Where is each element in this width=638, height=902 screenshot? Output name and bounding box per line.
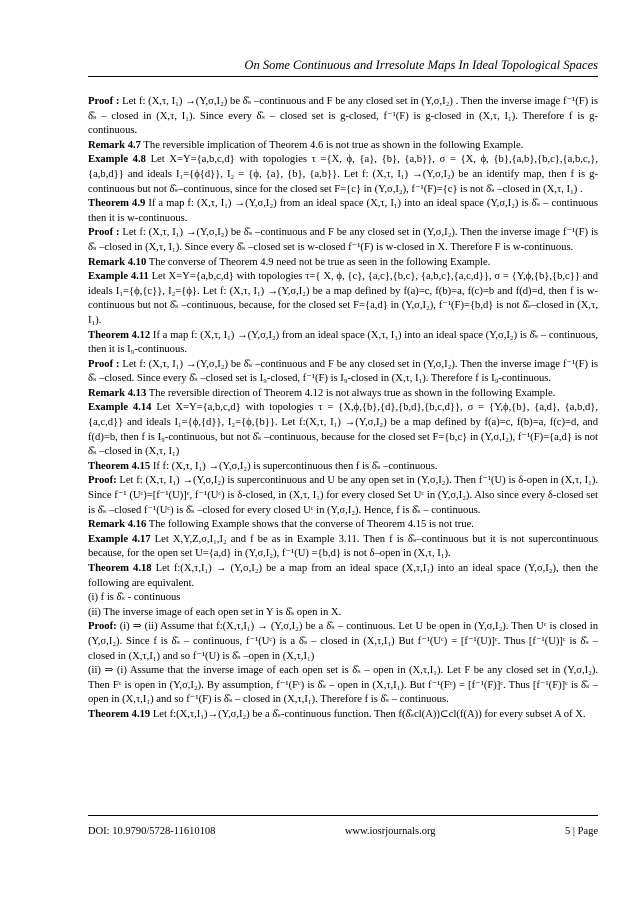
paragraph-text: If a map f: (X,τ, I₁) →(Y,σ,I₂) from an ideal space (X,τ, I₁) into an ideal space (Y,σ,I₂) is δ̂ₛ – continuous then it is w-continuous.: [88, 198, 598, 224]
paragraph: [88, 358, 598, 387]
paragraph-lead: Theorem 4.15: [88, 460, 151, 472]
paragraph-text: (ii) ⇒ (i) Assume that the inverse image of each open set is δ̂ₛ – open in (X,τ,I₁). Let F be any closed set in (Y,σ,I₂). Then Fᶜ is open in (Y,σ,I₂). By assumption, f⁻¹(Fᶜ) is δ̂ₛ – open in (X,τ,I₁). But f⁻¹(Fᶜ) = [f⁻¹(F)]ᶜ. Thus [f⁻¹(F)]ᶜ is δ̂ₛ – open in (X,τ,I₁) and so f⁻¹(F) is δ̂ₛ – closed in (X,τ,I₁). Therefore f is δ̂ₛ – continuous.: [88, 665, 598, 706]
running-title: On Some Continuous and Irresolute Maps In Ideal Topological Spaces: [244, 58, 598, 72]
page-footer: [88, 826, 598, 837]
paragraph-lead: Proof :: [88, 96, 120, 107]
paragraph-text: If a map f: (X,τ, I₁) →(Y,σ,I₂) from an ideal space (X,τ, I₁) into an ideal space (Y,σ,I₂) is δ̂ₛ – continuous, then it is I₉-continuous.: [88, 329, 598, 356]
paragraph: [88, 95, 598, 139]
paragraph-text: Let X=Y={a,b,c,d} with topologies τ ={X, ϕ, {a}, {b}, {a,b}}, σ = {X, ϕ, {b},{a,b},{b,c},{a,b,c,},{a,b,d}} and ideals I₁={ϕ{d}}, I₂ = {ϕ, {a}, {b}, {a,b}}. Let f: (X,τ, I₁) →(Y,σ,I₂) be an identify map, then f is g- continuous but not δ̂ₛ–continuous, since for the closed set F={c} in (Y,σ,I₂), f⁻¹(F)={c} is not δ̂ₛ –closed in (X,τ, I₁) .: [88, 154, 598, 195]
paragraph-text: (i) ⇒ (ii) Assume that f:(X,τ,I₁) → (Y,σ,I₂) be a δ̂ₛ – continuous. Let U be open in (Y,σ,I₂). Then Uᶜ is closed in (Y,σ,I₂). Since f is δ̂ₛ – continuous, f⁻¹(Uᶜ) is a δ̂ₛ – closed in (X,τ,I₁) But f⁻¹(Uᶜ) = [f⁻¹(U)]ᶜ. Thus [f⁻¹(U)]ᶜ is δ̂ₛ –closed in (X,τ,I₁) and so f⁻¹(U) is δ̂ₛ –open in (X,τ,I₁): [88, 621, 598, 662]
paragraph-text: Let f: (X,τ, I₁) →(Y,σ,I₂) be δ̂ₛ –continuous and F be any closed set in (Y,σ,I₂). Then the inverse image f⁻¹(F) is δ̂ₛ –closed. Since every δ̂ₛ –closed set is I₉-closed, f⁻¹(F) is I₉-closed in (X,τ, I₁). Therefore f is I₉-continuous.: [88, 358, 599, 385]
footer-doi: DOI: 10.9790/5728-11610108: [88, 826, 216, 837]
paragraph: [88, 664, 598, 708]
paragraph-lead: Proof:: [88, 621, 117, 633]
paragraph: [88, 474, 598, 518]
paragraph-lead: Example 4.11: [88, 271, 149, 283]
paragraph: [88, 139, 598, 154]
paragraph: [88, 562, 598, 591]
paragraph-lead: Remark 4.13: [88, 387, 147, 399]
paragraph: [88, 518, 598, 533]
paragraph-lead: Theorem 4.19: [88, 708, 151, 720]
paragraph-text: Let X=Y={a,b,c,d} with topologies τ={ X, ϕ, {c}, {a,c},{b,c}, {a,b,c},{a,c,d}}, σ = {Y,ϕ,{b},{b,c}} and ideals I₁={ϕ,{c}}, I₂={ϕ}. Let f: (X,τ, I₁) →(Y,σ,I₂) be a map defined by f(a)=c, f(b)=a, f(c)=b and f(d)=d, then f is w-continuous but not δ̂ₛ –continuous, because, for the closed set F={a,d} in (Y,σ,I₂), f⁻¹(F)={b,d} is not δ̂ₛ–closed in (X,τ, I₁).: [88, 271, 599, 326]
page-body: [88, 95, 598, 723]
paragraph-text: The converse of Theorem 4.9 need not be true as seen in the following Example.: [146, 256, 491, 268]
paragraph-text: If f: (X,τ, I₁) →(Y,σ,I₂) is supercontinuous then f is δ̂ₛ –continuous.: [150, 460, 438, 472]
paragraph-lead: Theorem 4.12: [88, 329, 151, 341]
paragraph: [88, 460, 598, 475]
paragraph: [88, 270, 598, 328]
paragraph: [88, 153, 598, 197]
paragraph-lead: Proof :: [88, 227, 120, 239]
paragraph-text: Let f: (X,τ, I₁) →(Y,σ,I₂) be δ̂ₛ –continuous and F be any closed set in (Y,σ,I₂). Then the inverse image f⁻¹(F) is δ̂ₛ –closed in (X,τ, I₁). Since every δ̂ₛ –closed set is w-closed f⁻¹(F) is w-closed in X. Therefore F is w-continuous.: [88, 227, 599, 253]
paragraph-text: Let X,Y,Z,σ,I₁,I₂ and f be as in Example 3.11. Then f is δ̂ₛ–continuous but it is not supercontinuous because, for the open set U={a,d} in (Y,σ,I₂), f⁻¹(U) ={b,d} is not δ–open in (X,τ, I₁).: [88, 533, 598, 560]
paragraph-lead: Example 4.14: [88, 402, 152, 414]
paragraph: [88, 226, 598, 255]
paragraph-text: The reversible direction of Theorem 4.12 is not always true as shown in the following Example.: [146, 387, 556, 399]
paragraph-lead: Theorem 4.18: [88, 563, 152, 574]
paragraph-lead: Example 4.17: [88, 533, 151, 545]
paragraph-text: The following Example shows that the converse of Theorem 4.15 is not true.: [146, 519, 474, 531]
paragraph: [88, 606, 598, 621]
paragraph-text: Let X=Y={a,b,c,d} with topologies τ = {X,ϕ,{b},{d},{b,d},{b,c,d}}, σ = {Y,ϕ,{b}, {a,d}, {a,b,d},{a,c,d}} and ideals I₁={ϕ,{d}}, I₂={ϕ,{b}}. Let f:(X,τ, I₁) →(Y,σ,I₂) be a map defined by f(a)=c, f(b)=a, f(c)=d, and f(d)=b, then f is I₉-continuous, but not δ̂ₛ –continuous, because for the closed set F={b,c} in (Y,σ,I₂), f⁻¹(F)={a,d} is not δ̂ₛ –closed in (X,τ, I₁): [88, 402, 598, 458]
paragraph-text: (ii) The inverse image of each open set in Y is δ̂ₛ open in X.: [88, 606, 342, 618]
paragraph-lead: Remark 4.7: [88, 139, 141, 151]
paragraph-lead: Theorem 4.9: [88, 198, 146, 210]
paragraph: [88, 256, 598, 271]
paragraph: [88, 401, 598, 459]
footer-page-number: 5 | Page: [564, 826, 598, 837]
paragraph: [88, 387, 598, 402]
paragraph-text: Let f:(X,τ,I₁) → (Y,σ,I₂) be a map from an ideal space (X,τ,I₁) into an ideal space (Y,σ,I₂), then the following are equivalent.: [88, 563, 598, 589]
header-divider: [88, 76, 598, 77]
footer-divider: [88, 815, 598, 816]
paragraph-text: Let f: (X,τ, I₁) →(Y,σ,I₂) be δ̂ₛ –continuous and F be any closed set in (Y,σ,I₂) . Then the inverse image f⁻¹(F) is δ̂ₛ – closed in (X,τ, I₁). Since every δ̂ₛ – closed set is g-closed, f⁻¹(F) is g-closed in (X,τ, I₁). Therefore f is g-continuous.: [88, 96, 598, 137]
footer-website[interactable]: www.iosrjournals.org: [344, 826, 436, 837]
paragraph-text: Let f: (X,τ, I₁) →(Y,σ,I₂) is supercontinuous and U be any open set in (Y,σ,I₂). Then f⁻¹(U) is δ-open in (X,τ, I₁). Since f⁻¹ (Uᶜ)=[f⁻¹(U)]ᶜ, f⁻¹(Uᶜ) is δ-closed, in (X,τ, I₁) for every closed Set Uᶜ in (Y,σ,I₂). Also since every δ-closed set is δ̂ₛ –closed f⁻¹(Uᶜ) is δ̂ₛ –closed for every closed Uᶜ in (Y,σ,I₂). Hence, f is δ̂ₛ – continuous.: [88, 475, 598, 516]
paragraph-lead: Proof :: [88, 358, 120, 370]
paragraph-lead: Remark 4.16: [88, 519, 147, 531]
paragraph-lead: Proof:: [88, 475, 117, 487]
paragraph: [88, 197, 598, 226]
paragraph: [88, 533, 598, 562]
paragraph: [88, 591, 598, 606]
paragraph-text: Let f:(X,τ,I₁)→(Y,σ,I₂) be a δ̂ₛ-continuous function. Then f(δ̂ₛcl(A))⊂cl(f(A)) for every subset A of X.: [150, 708, 586, 720]
paragraph-lead: Remark 4.10: [88, 256, 147, 268]
paragraph-text: (i) f is δ̂ₛ - continuous: [88, 592, 181, 604]
paragraph: [88, 329, 598, 358]
paragraph: [88, 708, 598, 723]
paragraph-lead: Example 4.8: [88, 154, 146, 166]
paragraph-text: The reversible implication of Theorem 4.6 is not true as shown in the following Example.: [140, 139, 524, 151]
paragraph: [88, 620, 598, 664]
